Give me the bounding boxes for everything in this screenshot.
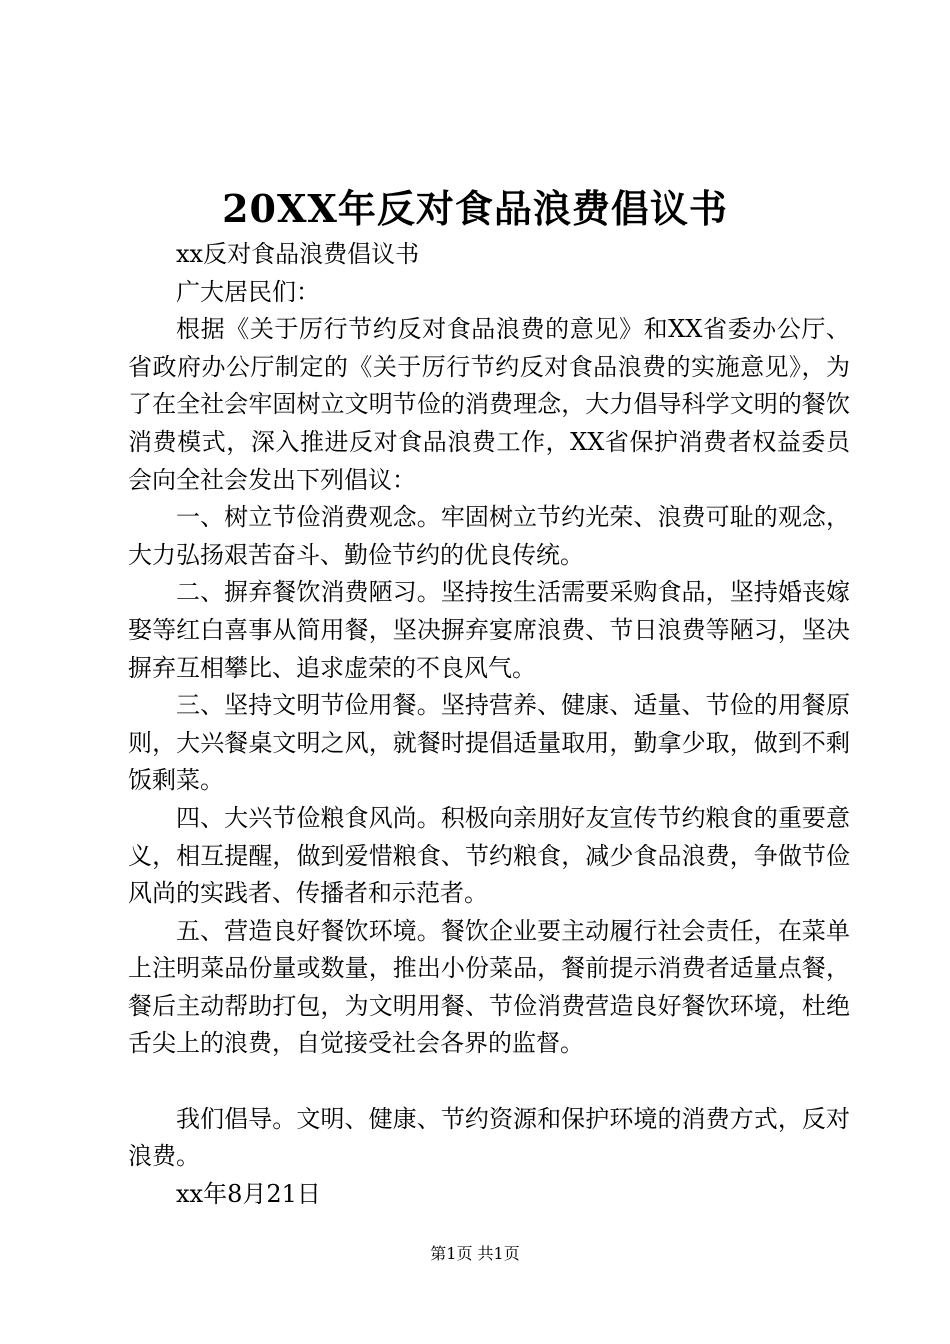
date-line: xx年8月21日 (176, 1179, 321, 1208)
closing-paragraph: 我们倡导。文明、健康、节约资源和保护环境的消费方式，反对浪费。 (128, 1104, 850, 1171)
intro-paragraph: 根据《关于厉行节约反对食品浪费的意见》和XX省委办公厅、省政府办公厅制定的《关于厉行节约反对食品浪费的实施意见》，为了在全社会牢固树立文明节俭的消费理念，大力倡导科学文明的餐饮消费模式，深入推进反对食品浪费工作，XX省保护消费者权益委员会向全社会发出下列倡议： (128, 315, 850, 494)
salutation: 广大居民们： (176, 277, 320, 306)
proposal-5: 五、营造良好餐饮环境。餐饮企业要主动履行社会责任，在菜单上注明菜品份量或数量，推出小份菜品，餐前提示消费者适量点餐，餐后主动帮助打包，为文明用餐、节俭消费营造良好餐饮环境，杜绝舌尖上的浪费，自觉接受社会各界的监督。 (128, 916, 850, 1058)
proposal-4: 四、大兴节俭粮食风尚。积极向亲朋好友宣传节约粮食的重要意义，相互提醒，做到爱惜粮食、节约粮食，减少食品浪费，争做节俭风尚的实践者、传播者和示范者。 (128, 803, 850, 908)
subtitle-line: xx反对食品浪费倡议书 (176, 240, 420, 268)
paragraph-gap (128, 1063, 850, 1101)
proposal-1: 一、树立节俭消费观念。牢固树立节约光荣、浪费可耻的观念，大力弘扬艰苦奋斗、勤俭节约的优良传统。 (128, 503, 850, 569)
proposal-2: 二、摒弃餐饮消费陋习。坚持按生活需要采购食品，坚持婚丧嫁娶等红白喜事从简用餐，坚决摒弃宴席浪费、节日浪费等陋习，坚决摒弃互相攀比、追求虚荣的不良风气。 (128, 578, 850, 682)
proposal-3: 三、坚持文明节俭用餐。坚持营养、健康、适量、节俭的用餐原则，大兴餐桌文明之风，就餐时提倡适量取用，勤拿少取，做到不剩饭剩菜。 (128, 691, 850, 795)
page-footer: 第1页 共1页 (430, 1244, 520, 1263)
document-body (128, 236, 850, 1213)
document-title: 20XX年反对食品浪费倡议书 (222, 186, 728, 231)
